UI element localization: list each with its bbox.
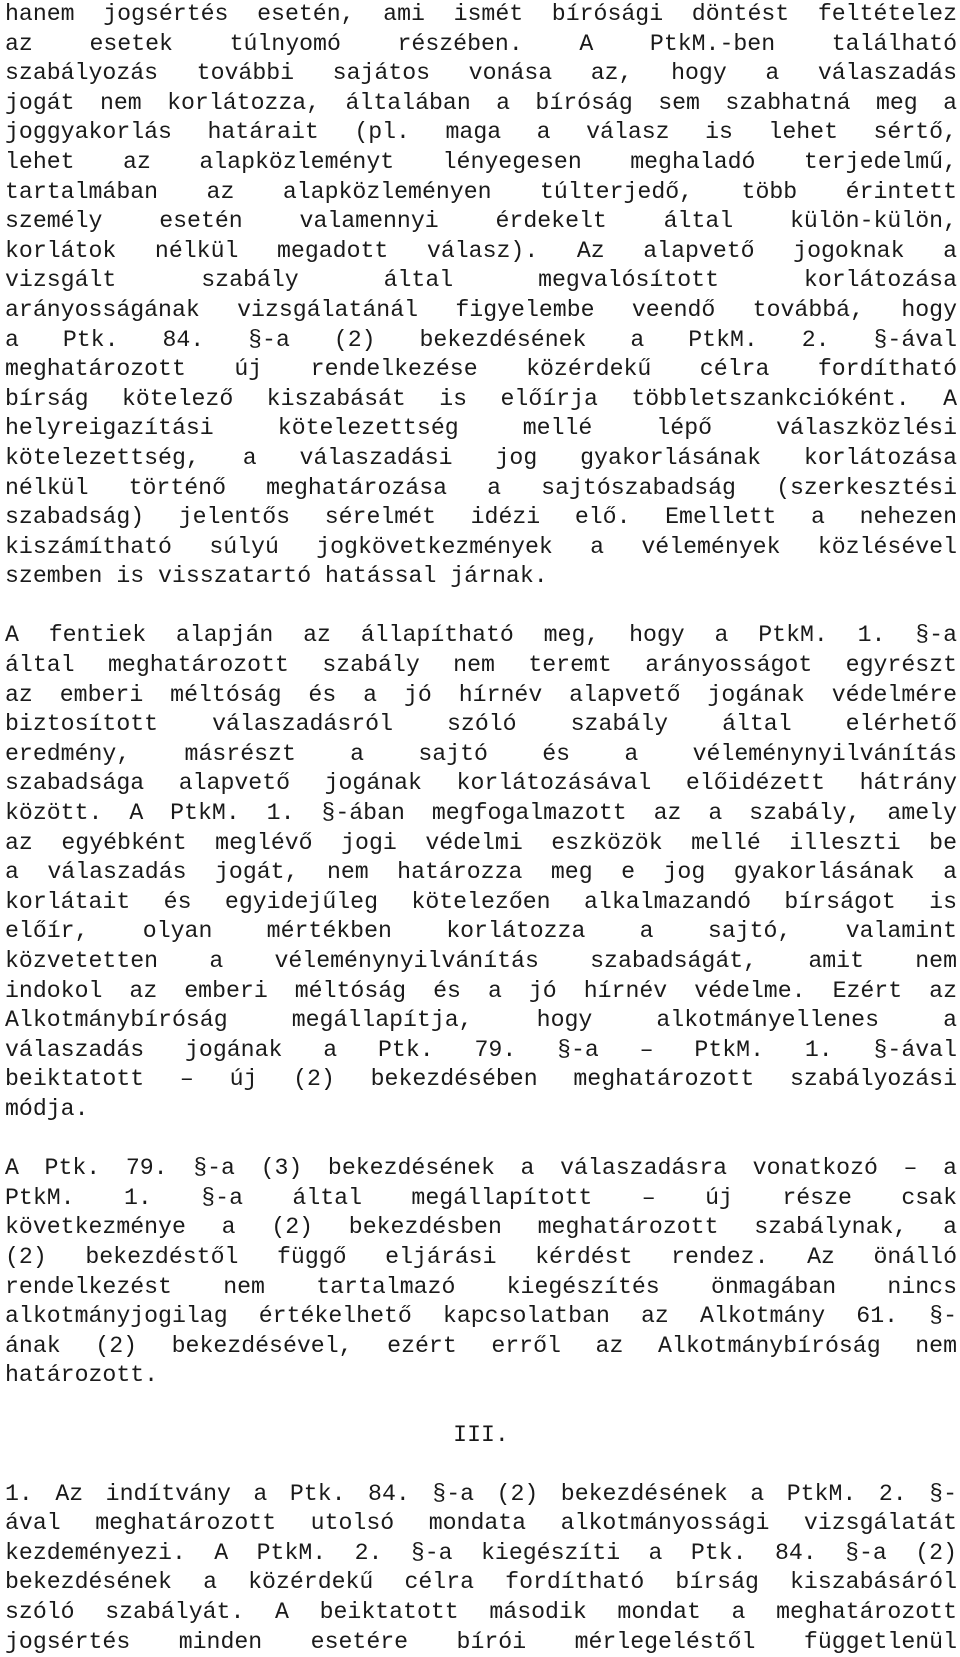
text-line: bekezdésének a közérdekű célra fordítható bírság kiszabásáról	[5, 1569, 957, 1596]
text-line: arányosságának vizsgálatánál figyelembe veendő továbbá, hogy	[5, 296, 957, 323]
text-line: szemben is visszatartó hatással járnak.	[5, 563, 548, 590]
text-line: tartalmában az alapközleményen túlterjedő, több érintett	[5, 178, 957, 205]
text-line: (2) bekezdéstől függő eljárási kérdést rendez. Az önálló	[5, 1243, 957, 1270]
text-line: PtkM. 1. §-a által megállapított – új része csak	[5, 1184, 957, 1211]
paragraph-4	[5, 1480, 957, 1657]
text-line: vizsgált szabály által megvalósított korlátozása	[5, 267, 957, 294]
paragraph-gap	[5, 1450, 957, 1480]
text-line: rendelkezést nem tartalmazó kiegészítés önmagában nincs	[5, 1273, 957, 1300]
text-line: bírság kötelező kiszabását is előírja többletszankcióként. A	[5, 385, 957, 412]
text-line: határozott.	[5, 1362, 159, 1389]
text-line: meghatározott új rendelkezése közérdekű célra fordítható	[5, 356, 957, 383]
text-line: lehet az alapközleményt lényegesen meghaladó terjedelmű,	[5, 148, 957, 175]
text-line: kiszámítható súlyú jogkövetkezmények a vélemények közlésével	[5, 533, 957, 560]
text-line: ával meghatározott utolsó mondata alkotmányossági vizsgálatát	[5, 1510, 957, 1537]
text-line: kezdeményezi. A PtkM. 2. §-a kiegészíti a Ptk. 84. §-a (2)	[5, 1539, 957, 1566]
text-line: válaszadás jogának a Ptk. 79. §-a – PtkM. 1. §-ával	[5, 1036, 957, 1063]
text-line: a Ptk. 84. §-a (2) bekezdésének a PtkM. 2. §-ával	[5, 326, 957, 353]
document-page	[5, 0, 957, 1657]
paragraph-1	[5, 0, 957, 592]
paragraph-2	[5, 621, 957, 1124]
text-line: közvetetten a véleménynyilvánítás szabadságát, amit nem	[5, 948, 957, 974]
text-line: az egyébként meglévő jogi védelmi eszközök mellé illeszti be	[5, 829, 957, 856]
text-line: hanem jogsértés esetén, ami ismét bírósági döntést feltételez	[5, 1, 957, 27]
text-line: az emberi méltóság és a jó hírnév alapvető jogának védelmére	[5, 681, 957, 708]
text-line: Alkotmánybíróság megállapítja, hogy alkotmányellenes a	[5, 1007, 957, 1034]
text-line: indokol az emberi méltóság és a jó hírnév védelme. Ezért az	[5, 977, 957, 1004]
text-line: ának (2) bekezdésével, ezért erről az Alkotmánybíróság nem	[5, 1332, 957, 1359]
text-line: jogát nem korlátozza, általában a bíróság sem szabhatná meg a	[5, 89, 957, 116]
section-heading: III.	[453, 1421, 509, 1448]
paragraph-gap	[5, 1391, 957, 1421]
text-line: között. A PtkM. 1. §-ában megfogalmazott az a szabály, amely	[5, 800, 957, 827]
text-line: joggyakorlás határait (pl. maga a válasz is lehet sértő,	[5, 119, 957, 146]
paragraph-3	[5, 1154, 957, 1391]
text-line: szabályozás további sajátos vonása az, hogy a válaszadás	[5, 60, 957, 87]
text-line: módja.	[5, 1095, 89, 1122]
text-line: beiktatott – új (2) bekezdésében meghatározott szabályozási	[5, 1066, 957, 1093]
paragraph-gap	[5, 1125, 957, 1155]
text-line: kötelezettség, a válaszadási jog gyakorlásának korlátozása	[5, 444, 957, 471]
text-line: alkotmányjogilag értékelhető kapcsolatban az Alkotmány 61. §-	[5, 1303, 957, 1330]
text-line: korlátait és egyidejűleg kötelezően alkalmazandó bírságot is	[5, 888, 957, 915]
text-line: személy esetén valamennyi érdekelt által külön-külön,	[5, 208, 957, 235]
text-line: biztosított válaszadásról szóló szabály által elérhető	[5, 711, 957, 738]
text-line: a válaszadás jogát, nem határozza meg e jog gyakorlásának a	[5, 859, 957, 886]
text-line: A Ptk. 79. §-a (3) bekezdésének a válaszadásra vonatkozó – a	[5, 1155, 957, 1182]
text-line: korlátok nélkül megadott válasz). Az alapvető jogoknak a	[5, 237, 957, 264]
text-line: helyreigazítási kötelezettség mellé lépő válaszközlési	[5, 415, 957, 442]
text-line: nélkül történő meghatározása a sajtószabadság (szerkesztési	[5, 474, 957, 501]
text-line: szóló szabályát. A beiktatott második mondat a meghatározott	[5, 1599, 957, 1626]
text-line: szabadsága alapvető jogának korlátozásával előidézett hátrány	[5, 770, 957, 797]
paragraph-gap	[5, 592, 957, 622]
text-line: eredmény, másrészt a sajtó és a véleménynyilvánítás	[5, 740, 957, 767]
text-line: következménye a (2) bekezdésben meghatározott szabálynak, a	[5, 1214, 957, 1241]
text-line: előír, olyan mértékben korlátozza a sajtó, valamint	[5, 918, 957, 945]
text-line: jogsértés minden esetére bírói mérlegeléstől függetlenül	[5, 1628, 957, 1655]
text-line: szabadság) jelentős sérelmét idézi elő. Emellett a nehezen	[5, 504, 957, 531]
text-line: az esetek túlnyomó részében. A PtkM.-ben található	[5, 30, 957, 57]
text-line: 1. Az indítvány a Ptk. 84. §-a (2) bekezdésének a PtkM. 2. §-	[5, 1480, 957, 1507]
text-line: A fentiek alapján az állapítható meg, hogy a PtkM. 1. §-a	[5, 622, 957, 649]
text-line: által meghatározott szabály nem teremt arányosságot egyrészt	[5, 652, 957, 679]
